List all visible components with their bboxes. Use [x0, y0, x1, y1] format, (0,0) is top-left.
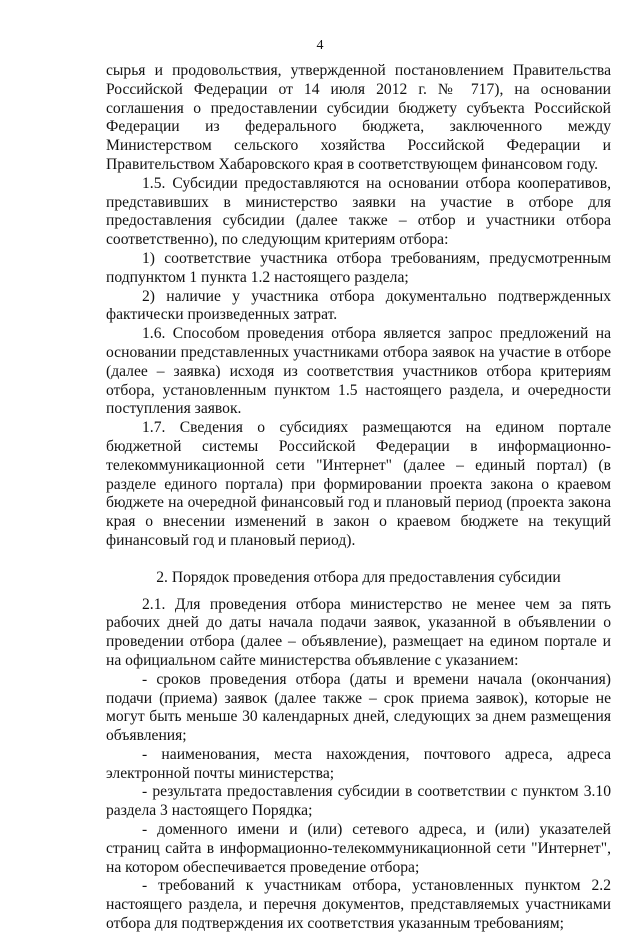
paragraph-2-1: 2.1. Для проведения отбора министерство не менее чем за пять рабочих дней до даты начала подачи заявок, указанной в объявлении о проведении отбора (далее – объявление), размещает на едином портале и на официальном сайте министерства объявление с указанием: [106, 595, 611, 669]
list-item-result: - результата предоставления субсидии в соответствии с пунктом 3.10 раздела 3 настоящего Порядка; [106, 783, 611, 820]
page-number: 4 [316, 38, 324, 53]
paragraph-continuation: сырья и продовольствия, утвержденной постановлением Правительства Российской Федерации от 14 июля 2012 г. № 717), на основании соглашения о предоставлении субсидии бюджету субъекта Российской Федерации из федерального бюджета, заключенного между Министерством сельского хозяйства Российской Федерации и Правительством Хабаровского края в соответствующем финансовом году. [106, 62, 611, 173]
paragraph-1-6: 1.6. Способом проведения отбора является запрос предложений на основании представленных участниками отбора заявок на участие в отборе (далее – заявка) исходя из соответствия участников отбора критериям отбора, установленным пунктом 1.5 настоящего раздела, и очередности поступления заявок. [106, 325, 611, 418]
paragraph-1-5-item-2: 2) наличие у участника отбора документально подтвержденных фактически произведенных затрат. [106, 287, 611, 324]
paragraph-1-7: 1.7. Сведения о субсидиях размещаются на едином портале бюджетной системы Российской Федерации в информационно-телекоммуникационной сети "Интернет" (далее – единый портал) (в разделе единого портала) при формировании проекта закона о краевом бюджете на очередной финансовый год и плановый период (проекта закона края о внесении изменений в закон о краевом бюджете на текущий финансовый год и плановый период). [106, 419, 611, 549]
paragraph-1-5: 1.5. Субсидии предоставляются на основании отбора кооперативов, представивших в министерство заявки на участие в отборе для предоставления субсидии (далее также – отбор и участники отбора соответственно), по следующим критериям отбора: [106, 174, 611, 249]
section-heading: 2. Порядок проведения отбора для предоставления субсидии [156, 568, 561, 586]
list-item-terms: - сроков проведения отбора (даты и времени начала (окончания) подачи (приема) заявок (далее также – срок приема заявок), которые не могут быть меньше 30 календарных дней, следующих за днем размещения объявления; [106, 670, 611, 745]
paragraph-1-5-item-1: 1) соответствие участника отбора требованиям, предусмотренным подпунктом 1 пункта 1.2 настоящего раздела; [106, 249, 611, 286]
list-item-domain: - доменного имени и (или) сетевого адреса, и (или) указателей страниц сайта в информационно-телекоммуникационной сети "Интернет", на котором обеспечивается проведение отбора; [106, 821, 611, 876]
list-item-ministry-address: - наименования, места нахождения, почтового адреса, адреса электронной почты министерства; [106, 745, 611, 782]
document-body [106, 62, 611, 934]
list-item-requirements: - требований к участникам отбора, установленных пунктом 2.2 настоящего раздела, и перечня документов, представляемых участниками отбора для подтверждения их соответствия указанным требованиям; [106, 877, 611, 933]
